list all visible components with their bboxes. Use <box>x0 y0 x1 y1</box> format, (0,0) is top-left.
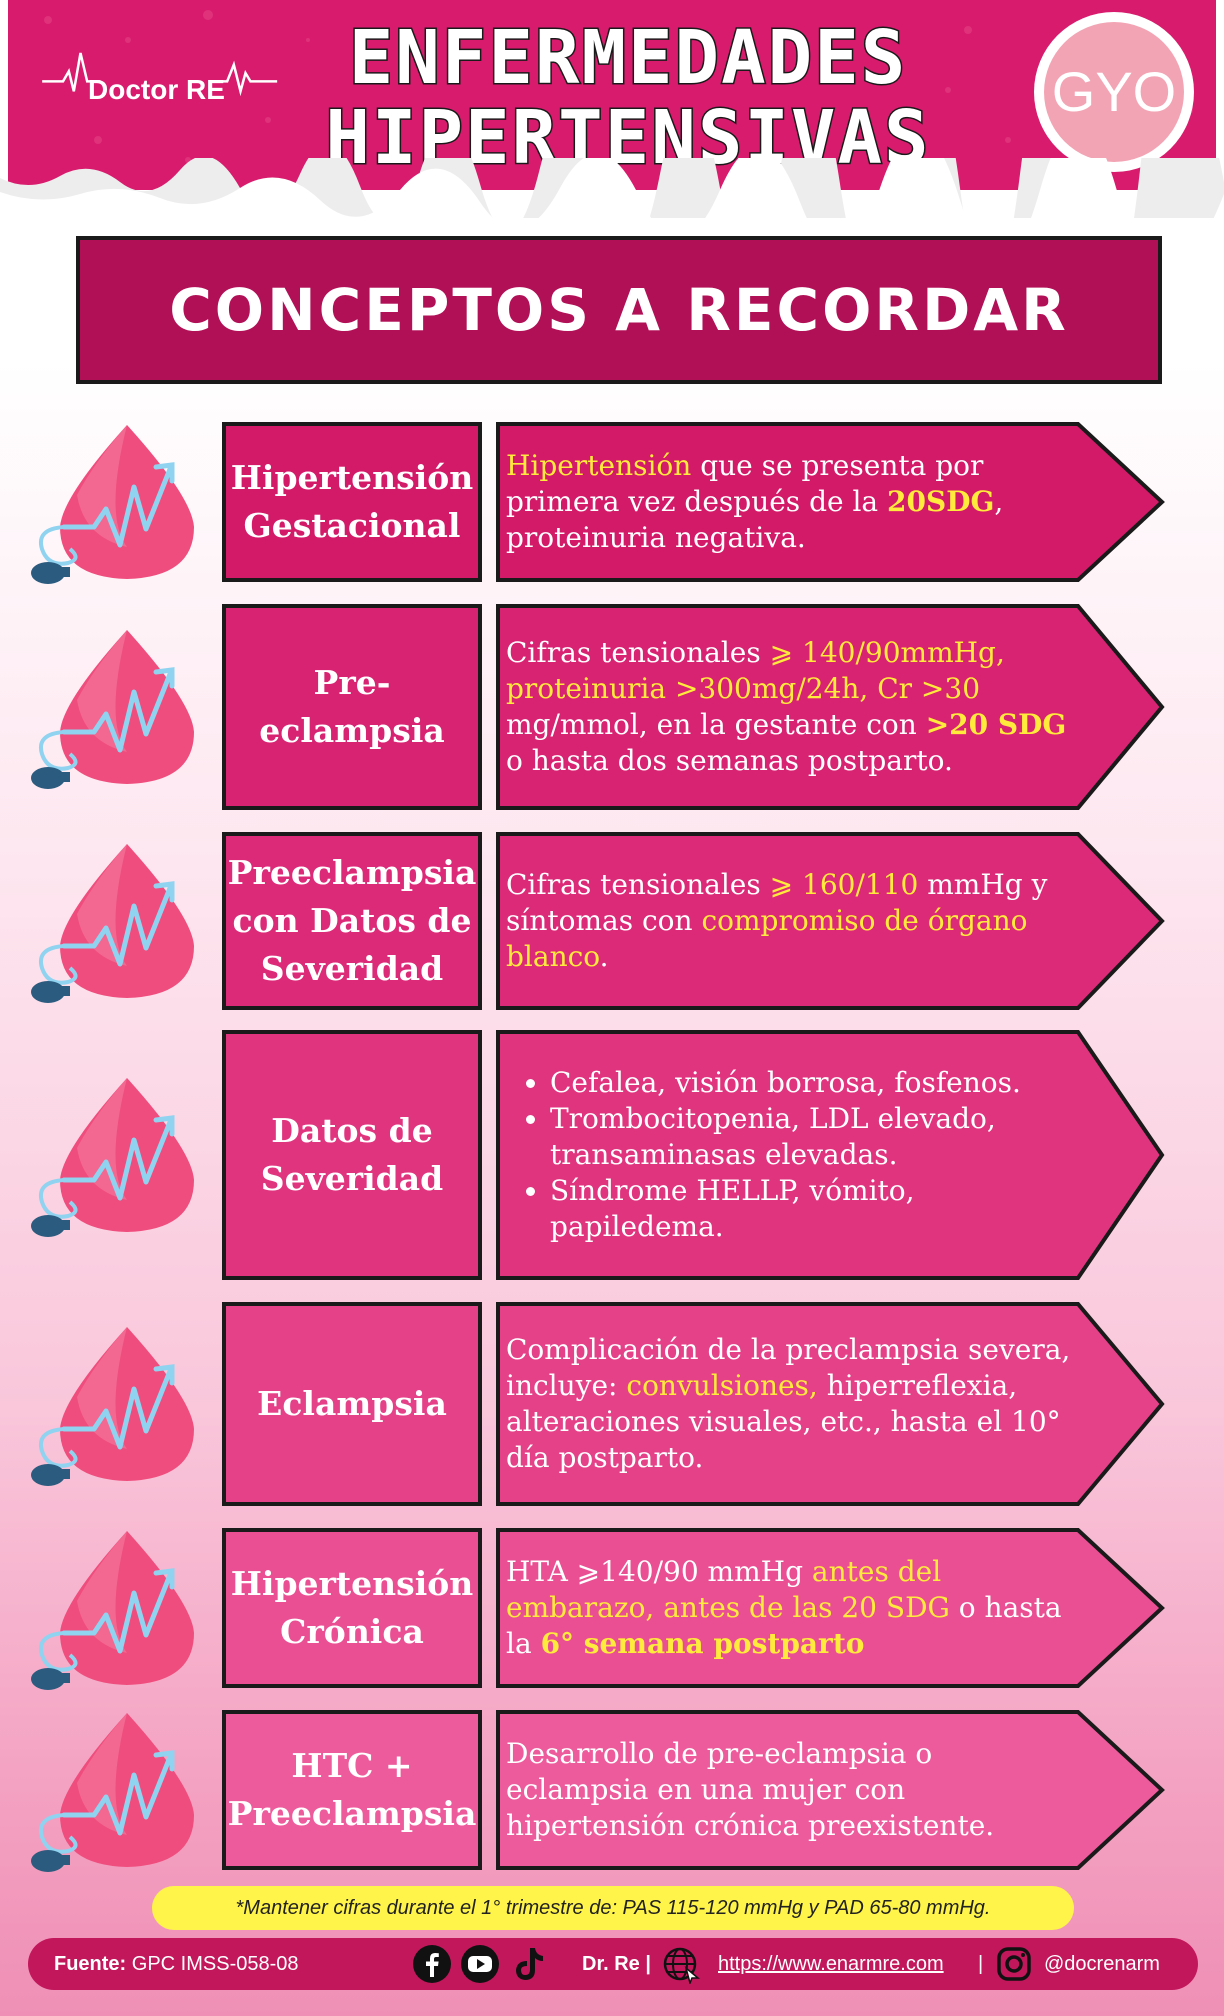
concept-row <box>0 1302 1224 1506</box>
concept-row <box>0 604 1224 810</box>
description-text: Desarrollo de pre-eclampsia o eclampsia en una mujer con hipertensión crónica preexistente. <box>506 1737 995 1842</box>
concept-row <box>0 832 1224 1010</box>
concept-description-arrow <box>496 604 1166 810</box>
blood-pressure-drop-icon <box>22 417 212 587</box>
concept-description <box>506 1302 1074 1506</box>
highlighted-text: compromiso de órgano blanco <box>506 904 1028 973</box>
footer-separator: | <box>978 1953 984 1975</box>
highlighted-text: 6° semana postparto <box>540 1627 865 1660</box>
concept-label: Preeclampsia con Datos de Severidad <box>222 832 482 1010</box>
description-text: HTA ⩾140/90 mmHg <box>506 1555 812 1588</box>
description-text: Cifras tensionales <box>506 636 770 669</box>
blood-pressure-drop-icon <box>22 836 212 1006</box>
instagram-icon[interactable] <box>994 1944 1034 1984</box>
severity-bullet: • Trombocitopenia, LDL elevado, transaminasas elevadas. <box>550 1101 1074 1173</box>
tiktok-icon[interactable] <box>508 1944 548 1984</box>
torn-paper-edge <box>0 158 1224 218</box>
source-value: GPC IMSS-058-08 <box>131 1953 299 1975</box>
concept-row <box>0 1528 1224 1688</box>
concept-description <box>506 1528 1074 1688</box>
instagram-handle[interactable]: @docrenarm <box>1044 1953 1160 1975</box>
concept-row <box>0 422 1224 582</box>
youtube-icon[interactable] <box>460 1944 500 1984</box>
section-banner: CONCEPTOS A RECORDAR <box>76 236 1162 384</box>
severity-bullet: • Síndrome HELLP, vómito, papiledema. <box>550 1173 1074 1245</box>
severity-bullet: • Cefalea, visión borrosa, fosfenos. <box>550 1065 1074 1101</box>
description-text: mg/mmol, en la gestante con <box>506 708 926 741</box>
page-title <box>308 15 948 181</box>
title-line-2: HIPERTENSIVAS <box>325 95 931 181</box>
concept-description-arrow <box>496 832 1166 1010</box>
highlighted-text: Hipertensión <box>506 449 692 482</box>
gyo-badge-label: GYO <box>1044 22 1184 162</box>
concept-description-arrow <box>496 1528 1166 1688</box>
concept-description-arrow <box>496 422 1166 582</box>
concept-label: Pre-eclampsia <box>222 604 482 810</box>
highlighted-text: ⩾ 160/110 <box>769 868 919 901</box>
concept-description <box>506 1030 1074 1280</box>
description-text: , proteinuria negativa. <box>506 485 1004 554</box>
highlighted-text: 20SDG <box>887 485 995 518</box>
concept-description <box>506 422 1074 582</box>
concept-label: Hipertensión Gestacional <box>222 422 482 582</box>
concept-row <box>0 1710 1224 1870</box>
concept-label: HTC + Preeclampsia <box>222 1710 482 1870</box>
concept-description-arrow <box>496 1030 1166 1280</box>
footer-bar <box>28 1938 1198 1990</box>
footnote: *Mantener cifras durante el 1° trimestre de: PAS 115-120 mmHg y PAD 65-80 mmHg. <box>152 1886 1074 1930</box>
blood-pressure-drop-icon <box>22 1070 212 1240</box>
concept-label: Hipertensión Crónica <box>222 1528 482 1688</box>
blood-pressure-drop-icon <box>22 622 212 792</box>
globe-icon <box>660 1944 700 1984</box>
author-credit: Dr. Re | <box>582 1953 651 1975</box>
source-label: Fuente: <box>54 1953 127 1975</box>
title-line-1: ENFERMEDADES <box>348 15 908 101</box>
brand-name: Doctor RE <box>88 74 225 105</box>
blood-pressure-drop-icon <box>22 1523 212 1693</box>
description-text: o hasta dos semanas postparto. <box>506 744 953 777</box>
description-text: Complicación de la preclampsia severa, incluye: <box>506 1333 1071 1402</box>
description-text: que se presenta por primera vez después de la <box>506 449 984 518</box>
highlighted-text: ⩾ 140/90mmHg, proteinuria >300mg/24h, Cr >30 <box>506 636 1005 705</box>
concept-row <box>0 1030 1224 1280</box>
highlighted-text: >20 SDG <box>925 708 1067 741</box>
concept-description <box>506 832 1074 1010</box>
description-text: mmHg y síntomas con <box>506 868 1048 937</box>
source-credit <box>54 1938 299 1990</box>
website-link[interactable]: https://www.enarmre.com <box>718 1953 944 1975</box>
concept-label: Datos de Severidad <box>222 1030 482 1280</box>
blood-pressure-drop-icon <box>22 1705 212 1875</box>
severity-bullet-list <box>506 1065 1074 1245</box>
concept-description <box>506 1710 1074 1870</box>
blood-pressure-drop-icon <box>22 1319 212 1489</box>
gyo-badge <box>1034 12 1194 172</box>
concept-label: Eclampsia <box>222 1302 482 1506</box>
concept-description-arrow <box>496 1302 1166 1506</box>
description-text: o hasta la <box>506 1591 1062 1660</box>
description-text: Cifras tensionales <box>506 868 770 901</box>
concept-description-arrow <box>496 1710 1166 1870</box>
highlighted-text: antes del embarazo, antes de las 20 SDG <box>506 1555 950 1624</box>
description-text: hiperreflexia, alteraciones visuales, etc., hasta el 10° día postparto. <box>506 1369 1061 1474</box>
concept-description <box>506 604 1074 810</box>
facebook-icon[interactable] <box>412 1944 452 1984</box>
description-text: . <box>599 940 609 973</box>
highlighted-text: convulsiones, <box>626 1369 818 1402</box>
